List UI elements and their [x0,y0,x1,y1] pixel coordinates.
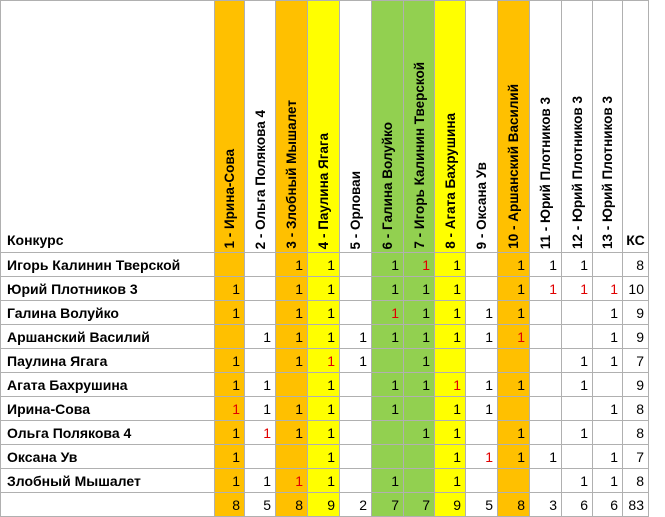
score-cell: 1 [372,397,404,421]
score-cell: 1 [435,301,466,325]
score-cell: 1 [276,253,308,277]
total-cell: 8 [276,493,308,517]
score-cell: 1 [308,373,340,397]
contestant-name: Ольга Полякова 4 [1,421,215,445]
score-cell [498,469,530,493]
score-cell: 1 [308,253,340,277]
score-cell: 1 [530,277,562,301]
score-cell: 1 [562,253,593,277]
score-cell: 1 [215,301,245,325]
column-header-10 [498,1,530,253]
score-cell: 1 [435,397,466,421]
ks-value: 8 [623,397,649,421]
score-cell: 1 [276,301,308,325]
score-cell: 1 [308,277,340,301]
ks-value: 8 [623,421,649,445]
column-header-5 [340,1,372,253]
score-cell: 1 [404,325,435,349]
total-cell: 7 [404,493,435,517]
column-header-12 [562,1,593,253]
score-cell: 1 [276,469,308,493]
column-header-label: 4 - Паулина Ягага [316,132,331,249]
score-cell: 1 [404,373,435,397]
score-cell: 1 [276,277,308,301]
score-cell [593,373,623,397]
score-cell [340,253,372,277]
score-cell: 1 [245,469,276,493]
column-header-label: 5 - Орловаи [348,170,363,249]
score-cell: 1 [245,397,276,421]
total-cell: 6 [562,493,593,517]
score-cell [404,469,435,493]
score-cell [245,301,276,325]
column-header-13 [593,1,623,253]
score-cell: 1 [215,397,245,421]
column-header-label: 13 - Юрий Плотников 3 [600,96,615,249]
contestant-name: Юрий Плотников 3 [1,277,215,301]
column-header-label: 1 - Ирина-Сова [222,149,237,249]
total-cell: 8 [498,493,530,517]
table-row [1,301,649,325]
score-cell [340,421,372,445]
total-cell: 2 [340,493,372,517]
score-cell: 1 [372,325,404,349]
score-cell: 1 [308,325,340,349]
score-cell: 1 [498,445,530,469]
score-cell: 1 [435,253,466,277]
score-cell: 1 [245,421,276,445]
column-header-1 [215,1,245,253]
score-cell [498,349,530,373]
table-row [1,397,649,421]
score-cell [593,421,623,445]
score-cell [276,445,308,469]
score-cell: 1 [498,277,530,301]
score-cell: 1 [435,325,466,349]
score-cell: 1 [215,277,245,301]
contestant-name: Галина Волуйко [1,301,215,325]
score-cell: 1 [562,421,593,445]
ks-value: 10 [623,277,649,301]
score-cell: 1 [372,253,404,277]
score-cell [340,397,372,421]
score-cell: 1 [466,325,498,349]
score-cell [530,301,562,325]
score-cell: 1 [498,373,530,397]
column-header-9 [466,1,498,253]
score-cell: 1 [466,373,498,397]
score-cell [276,373,308,397]
score-cell [562,325,593,349]
contestant-name: Аршанский Василий [1,325,215,349]
score-cell [404,397,435,421]
column-header-label: 6 - Галина Волуйко [380,121,395,249]
score-cell: 1 [372,277,404,301]
ks-value: 7 [623,445,649,469]
score-cell [562,301,593,325]
column-header-label: 11 - Юрий Плотников 3 [538,96,553,249]
score-cell: 1 [498,301,530,325]
score-cell [245,253,276,277]
score-cell: 1 [404,349,435,373]
column-header-label: 10 - Аршанский Василий [506,84,521,249]
ks-value: 9 [623,325,649,349]
score-cell: 1 [215,421,245,445]
score-cell: 1 [593,277,623,301]
score-cell [245,349,276,373]
score-cell: 1 [308,421,340,445]
score-cell: 1 [593,445,623,469]
contestant-name: Ирина-Сова [1,397,215,421]
score-cell: 1 [372,301,404,325]
table-row [1,325,649,349]
contestant-name: Игорь Калинин Тверской [1,253,215,277]
ks-header: КС [623,1,649,253]
table-row [1,349,649,373]
score-cell: 1 [593,349,623,373]
score-cell: 1 [404,301,435,325]
column-header-label: 7 - Игорь Калинин Тверской [411,62,427,249]
score-cell [372,445,404,469]
score-cell: 1 [593,301,623,325]
score-cell: 1 [308,349,340,373]
score-cell: 1 [215,445,245,469]
total-cell: 9 [308,493,340,517]
score-cell [340,445,372,469]
score-cell: 1 [562,373,593,397]
corner-header: Конкурс [1,1,215,253]
score-cell [435,349,466,373]
score-cell: 1 [215,349,245,373]
score-cell: 1 [340,349,372,373]
table-row [1,469,649,493]
score-cell: 1 [276,421,308,445]
score-cell: 1 [276,397,308,421]
score-cell: 1 [593,397,623,421]
table-row [1,445,649,469]
contestant-name: Паулина Ягага [1,349,215,373]
column-header-label: 2 - Ольга Полякова 4 [252,109,268,249]
score-cell [593,253,623,277]
total-cell: 7 [372,493,404,517]
ks-value: 9 [623,301,649,325]
score-cell: 1 [498,325,530,349]
score-cell: 1 [276,349,308,373]
score-cell: 1 [308,397,340,421]
score-cell [340,301,372,325]
score-cell [340,373,372,397]
score-cell: 1 [530,445,562,469]
score-cell [562,445,593,469]
score-cell: 1 [276,325,308,349]
column-header-8 [435,1,466,253]
score-cell: 1 [372,469,404,493]
table-row [1,253,649,277]
score-cell: 1 [562,349,593,373]
score-cell [466,469,498,493]
score-cell: 1 [404,277,435,301]
header-row [1,1,649,253]
column-header-4 [308,1,340,253]
score-cell [245,445,276,469]
score-cell [530,469,562,493]
score-cell: 1 [593,469,623,493]
score-cell [530,421,562,445]
total-cell: 9 [435,493,466,517]
score-cell [466,253,498,277]
totals-row [1,493,649,517]
totals-label [1,493,215,517]
score-cell: 1 [245,373,276,397]
contestant-name: Агата Бахрушина [1,373,215,397]
score-cell [498,397,530,421]
table-row [1,373,649,397]
score-cell: 1 [215,469,245,493]
score-cell [215,325,245,349]
score-cell: 1 [466,397,498,421]
score-cell: 1 [435,421,466,445]
score-cell: 1 [308,469,340,493]
contestant-name: Злобный Мышалет [1,469,215,493]
contestant-name: Оксана Ув [1,445,215,469]
score-cell: 1 [466,445,498,469]
score-cell [562,397,593,421]
total-cell: 3 [530,493,562,517]
column-header-label: 8 - Агата Бахрушина [442,113,458,249]
column-header-2 [245,1,276,253]
score-cell: 1 [562,277,593,301]
score-cell [372,421,404,445]
column-header-6 [372,1,404,253]
score-cell [466,277,498,301]
column-header-label: 9 - Оксана Ув [474,161,489,249]
table-row [1,421,649,445]
ks-value: 8 [623,469,649,493]
ks-value: 8 [623,253,649,277]
score-cell: 1 [562,469,593,493]
score-cell [530,325,562,349]
score-cell: 1 [593,325,623,349]
score-cell [466,421,498,445]
column-header-3 [276,1,308,253]
score-cell: 1 [404,421,435,445]
score-cell: 1 [435,373,466,397]
total-cell: 5 [245,493,276,517]
score-cell [530,373,562,397]
score-cell: 1 [498,253,530,277]
score-cell: 1 [215,373,245,397]
score-cell [372,349,404,373]
ks-value: 9 [623,373,649,397]
score-cell: 1 [404,253,435,277]
score-cell: 1 [308,445,340,469]
score-cell: 1 [498,421,530,445]
score-cell [340,469,372,493]
score-cell: 1 [308,301,340,325]
column-header-label: 12 - Юрий Плотников 3 [569,96,585,249]
score-cell: 1 [340,325,372,349]
column-header-label: 3 - Злобный Мышалет [284,100,299,249]
column-header-7 [404,1,435,253]
score-cell: 1 [372,373,404,397]
column-header-11 [530,1,562,253]
total-cell: 6 [593,493,623,517]
table-row [1,277,649,301]
score-cell: 1 [466,301,498,325]
total-cell: 5 [466,493,498,517]
total-ks: 83 [623,493,649,517]
score-cell: 1 [245,325,276,349]
score-cell [466,349,498,373]
score-cell [215,253,245,277]
score-cell [404,445,435,469]
score-cell [340,277,372,301]
score-cell [530,349,562,373]
ks-value: 7 [623,349,649,373]
score-cell: 1 [530,253,562,277]
score-cell: 1 [435,445,466,469]
score-cell: 1 [435,277,466,301]
score-cell [245,277,276,301]
score-cell [530,397,562,421]
total-cell: 8 [215,493,245,517]
score-cell: 1 [435,469,466,493]
